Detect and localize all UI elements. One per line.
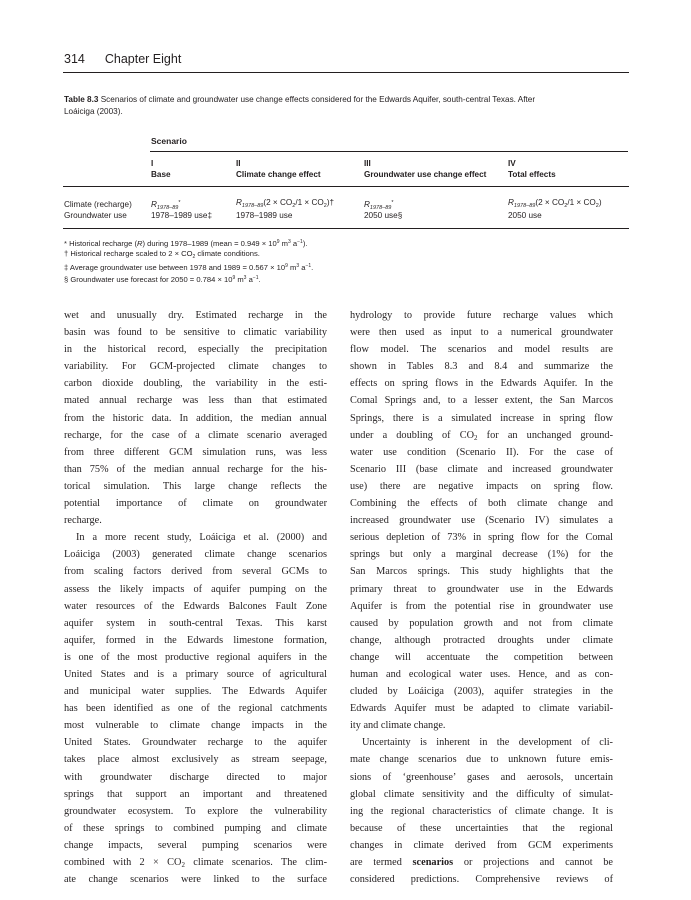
body-column-left [64, 307, 327, 888]
table-rule-top [150, 151, 628, 152]
cell-iii-use: 2050 use§ [364, 211, 403, 220]
body-line: global climate sensitivity and the difficulty of simulat- [350, 788, 613, 800]
body-line: groundwater ecosystem. To explore the vulnerability [64, 805, 327, 817]
body-line: Uncertainty is inherent in the development of cli- [362, 737, 613, 749]
body-line: mate change scenarios due to unknown future emis- [350, 754, 613, 766]
cell-iv-use: 2050 use [508, 211, 542, 220]
body-line: because of these uncertainties that the regional [350, 822, 613, 834]
body-line: United States. Groundwater recharge to the aquifer [64, 737, 327, 749]
chapter-title: Chapter Eight [104, 52, 182, 66]
footnote-1: * Historical recharge (R) during 1978–1989 (mean = $0.949 \times 10^9$ $m^3$ $a^{-1}$). [64, 239, 308, 248]
body-line: use) there are negative impacts on spring flow. [350, 480, 613, 492]
body-line: are termed scenarios or projections and cannot be [350, 857, 613, 868]
body-line: is one of the most productive regional aquifers in the [64, 651, 327, 663]
row-label-groundwater: Groundwater use [64, 211, 127, 220]
column-header-iv: IV Total effects [508, 159, 556, 179]
body-line: changes in climate derived from GCM experiments [350, 839, 613, 851]
body-line: were then used as input to a numerical groundwater [350, 327, 613, 339]
body-line: in the historical record, especially the precipitation [64, 344, 327, 356]
body-line: Edwards Aquifer must be adapted to climate variabil- [350, 703, 613, 715]
body-line: Springs, there is a simulated increase in spring flow [350, 412, 613, 424]
table-label: Table 8.3 [64, 95, 99, 104]
body-line: ing the regional characteristics of climate change. It is [350, 805, 613, 817]
body-line: of these springs to combined pumping and climate [64, 822, 327, 834]
body-line: Comal Springs and, to a lesser extent, the San Marcos [350, 395, 613, 407]
body-line: San Marcos springs. This study highlights that the [350, 566, 613, 578]
body-line: caused by population growth and not from climate [350, 617, 613, 629]
body-line: combined with $2 \times CO_2$ climate scenarios. The clim- [64, 857, 327, 869]
body-line: assess the likely impacts of aquifer pumping on the [64, 583, 327, 595]
body-line: Combining the effects of both climate change and [350, 498, 613, 510]
body-line: takes place almost exclusively as stream seepage, [64, 754, 327, 766]
body-line: mated annual recharge was less than that estimated [64, 395, 327, 407]
body-line: potential importance of climate on groundwater [64, 498, 327, 510]
cell-i-use: 1978–1989 use‡ [151, 211, 213, 220]
body-line: increased groundwater use (Scenario IV) simulates a [350, 515, 613, 527]
body-line: wet and unusually dry. Estimated recharge in the [64, 310, 327, 321]
table-caption-text: Scenarios of climate and groundwater use change effects considered for the Edwards Aquifer, south-central Texas. After [100, 95, 536, 104]
footnote-3: ‡ Average groundwater use between 1978 and $1989 = 0.567 \times 10^9$ $m^3$ $a^{-1}$. [64, 263, 314, 272]
body-line: most vulnerable to climate change impacts in the [64, 720, 327, 732]
body-line: basin was found to be sensitive to climatic variability [64, 327, 327, 339]
body-line: ate change scenarios were linked to the surface [64, 874, 327, 886]
body-line: hydrology to provide future recharge values which [350, 310, 613, 321]
table-rule-mid [63, 186, 629, 187]
cell-iv-recharge: $R_{1978-89}(2 \times CO_2/1 \times CO_2)$ [508, 198, 602, 209]
body-line: aquifer, formed in the Edwards limestone formation, [64, 634, 327, 646]
body-line: Loáiciga (2003) generated climate change scenarios [64, 549, 327, 561]
body-line: than 75% of the median annual recharge for the his- [64, 463, 327, 475]
page-number: 314 [64, 52, 85, 66]
table-rule-bottom [63, 228, 629, 229]
body-line: effects on spring flows in the Edwards Aquifer. In the [350, 378, 613, 390]
scenario-heading: Scenario [151, 136, 187, 146]
body-line: from the historic data. In addition, the median annual [64, 412, 327, 424]
body-line: In a more recent study, Loáiciga et al. (2000) and [76, 532, 327, 544]
footnote-2: † Historical recharge scaled to $2 \times CO_2$ climate conditions. [64, 249, 260, 260]
cell-iii-recharge: $R_{1978-89}^*$ [364, 200, 394, 211]
body-line: under a doubling of $CO_2$ for an unchanged ground- [350, 429, 613, 442]
body-line: springs that support an important and threatened [64, 788, 327, 800]
body-line: sions of ‘greenhouse’ gases and aerosols, uncertain [350, 771, 613, 783]
column-header-ii: II Climate change effect [236, 159, 321, 179]
header-rule [63, 72, 629, 73]
column-header-i: I Base [151, 159, 171, 179]
running-header [64, 52, 181, 66]
body-line: water use condition (Scenario II). For the case of [350, 446, 613, 458]
body-line: springs but only a marginal decrease (1%) for the [350, 549, 613, 561]
body-line: human and ecological water uses. Hence, and as con- [350, 668, 613, 680]
body-line: Scenario III (base climate and increased groundwater [350, 463, 613, 475]
body-line: from three different GCM simulation runs, was less [64, 446, 327, 458]
table-caption-text-2: Loáiciga (2003). [64, 107, 123, 116]
body-line: change will accentuate the competition between [350, 651, 613, 663]
body-line: primary threat to groundwater use in the Edwards [350, 583, 613, 595]
body-line: recharge. [64, 515, 102, 527]
column-header-iii: III Groundwater use change effect [364, 159, 487, 179]
footnote-4: § Groundwater use forecast for $2050 = 0.784 \times 10^9$ $m^3$ $a^{-1}$. [64, 275, 261, 284]
body-line: and municipal water supplies. The Edwards Aquifer [64, 686, 327, 698]
body-line: change, although protracted droughts under climate [350, 634, 613, 646]
table-caption [64, 94, 604, 118]
body-line: recharge, for the case of a climate scenario averaged [64, 429, 327, 441]
body-line: torical simulation. This large change reflects the [64, 480, 327, 492]
body-line: considered predictions. Comprehensive reviews of [350, 874, 613, 886]
body-line: cluded by Loáiciga (2003), aquifer strategies in the [350, 686, 613, 698]
cell-ii-use: 1978–1989 use [236, 211, 293, 220]
body-line: change impacts, several pumping scenarios were [64, 839, 327, 851]
body-line: serious depletion of 73% in spring flow for the Comal [350, 532, 613, 544]
body-line: with groundwater discharge directed to major [64, 771, 327, 783]
body-line: variability. For GCM-projected climate changes to [64, 361, 327, 373]
cell-i-recharge: $R_{1978-89}^*$ [151, 200, 181, 211]
body-line: has been identified as one of the regional catchments [64, 703, 327, 715]
body-line: aquifer system in south-central Texas. This karst [64, 617, 327, 629]
body-line: from scaling factors derived from several GCMs to [64, 566, 327, 578]
body-line: carbon dioxide doubling, the variability in the esti- [64, 378, 327, 390]
row-label-climate: Climate (recharge) [64, 200, 132, 209]
body-line: United States and is a primary source of agricultural [64, 668, 327, 680]
body-line: water resources of the Edwards Balcones Fault Zone [64, 600, 327, 612]
cell-ii-recharge: $R_{1978-89}(2 \times CO_2/1$ × $CO_2)\dagger$ [236, 198, 335, 209]
body-line: ity and climate change. [350, 720, 446, 732]
body-line: shown in Tables 8.3 and 8.4 and summarize the [350, 361, 613, 373]
body-column-right [350, 307, 613, 888]
body-line: Aquifer is from the potential rise in groundwater use [350, 600, 613, 612]
body-line: flow model. The scenarios and model results are [350, 344, 613, 356]
